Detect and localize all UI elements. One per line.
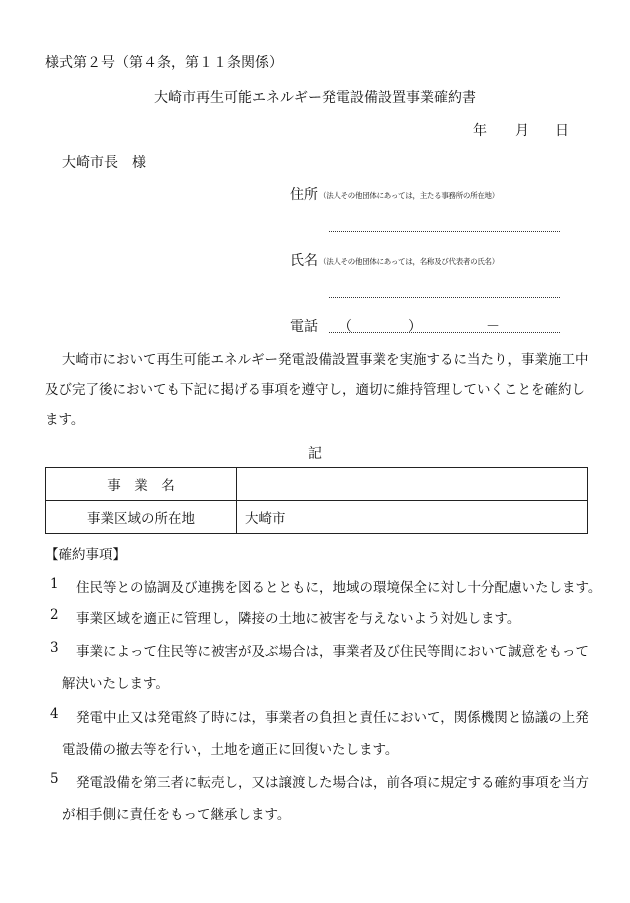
phone-label: 電話 (290, 319, 318, 335)
commitment-1-number: 1 (50, 576, 59, 592)
commitment-2-line-1: 事業区域を適正に管理し，隣接の土地に被害を与えないよう対処します。 (76, 611, 521, 627)
table-row (46, 501, 588, 534)
project-name-value[interactable] (237, 468, 588, 501)
address-note: （法人その他団体にあっては，主たる事務所の所在地） (319, 191, 499, 200)
phone-open-paren: （ (338, 319, 352, 335)
intro-line-3: ます。 (45, 412, 85, 428)
addressee: 大崎市長 様 (62, 155, 146, 171)
phone-line[interactable] (329, 332, 560, 333)
commitment-1-line-1: 住民等との協調及び連携を図るとともに，地域の環境保全に対し十分配慮いたします。 (76, 580, 602, 596)
intro-line-1: 大崎市において再生可能エネルギー発電設備設置事業を実施するに当たり，事業施工中 (62, 352, 589, 368)
address-label: 住所 (290, 187, 318, 203)
project-location-label: 事業区域の所在地 (46, 501, 237, 534)
document-title: 大崎市再生可能エネルギー発電設備設置事業確約書 (154, 90, 476, 106)
table-row (46, 468, 588, 501)
date-day-label: 日 (555, 123, 569, 139)
form-number: 様式第２号（第４条，第１１条関係） (45, 55, 283, 71)
commitment-3-line-1: 事業によって住民等に被害が及ぶ場合は，事業者及び住民等間において誠意をもって (76, 644, 589, 660)
commitment-4-line-2: 電設備の撤去等を行い，土地を適正に回復いたします。 (62, 742, 399, 758)
ki-heading: 記 (308, 446, 322, 462)
intro-line-2: 及び完了後においても下記に掲げる事項を遵守し，適切に維持管理していくことを確約し (45, 382, 585, 398)
commitment-5-line-2: が相手側に責任をもって継承します。 (62, 807, 291, 823)
project-location-value[interactable]: 大崎市 (237, 501, 588, 534)
date-year-label: 年 (473, 123, 487, 139)
commitment-5-line-1: 発電設備を第三者に転売し，又は譲渡した場合は，前各項に規定する確約事項を当方 (76, 775, 589, 791)
commitments-heading: 【確約事項】 (45, 547, 126, 563)
date-month-label: 月 (515, 123, 529, 139)
commitment-2-number: 2 (50, 607, 59, 623)
phone-dash: － (486, 319, 500, 335)
commitment-3-number: 3 (50, 640, 59, 656)
commitment-5-number: 5 (50, 771, 59, 787)
commitment-4-line-1: 発電中止又は発電終了時には，事業者の負担と責任において，関係機関と協議の上発 (76, 710, 589, 726)
commitment-4-number: 4 (50, 706, 59, 722)
commitment-3-line-2: 解決いたします。 (62, 676, 169, 692)
address-line[interactable] (329, 231, 560, 232)
name-label: 氏名 (290, 253, 318, 269)
name-line[interactable] (329, 297, 560, 298)
phone-close-paren: ） (408, 319, 422, 335)
name-note: （法人その他団体にあっては，名称及び代表者の氏名） (319, 257, 499, 266)
project-name-label: 事 業 名 (46, 468, 237, 501)
project-info-table (45, 467, 588, 534)
